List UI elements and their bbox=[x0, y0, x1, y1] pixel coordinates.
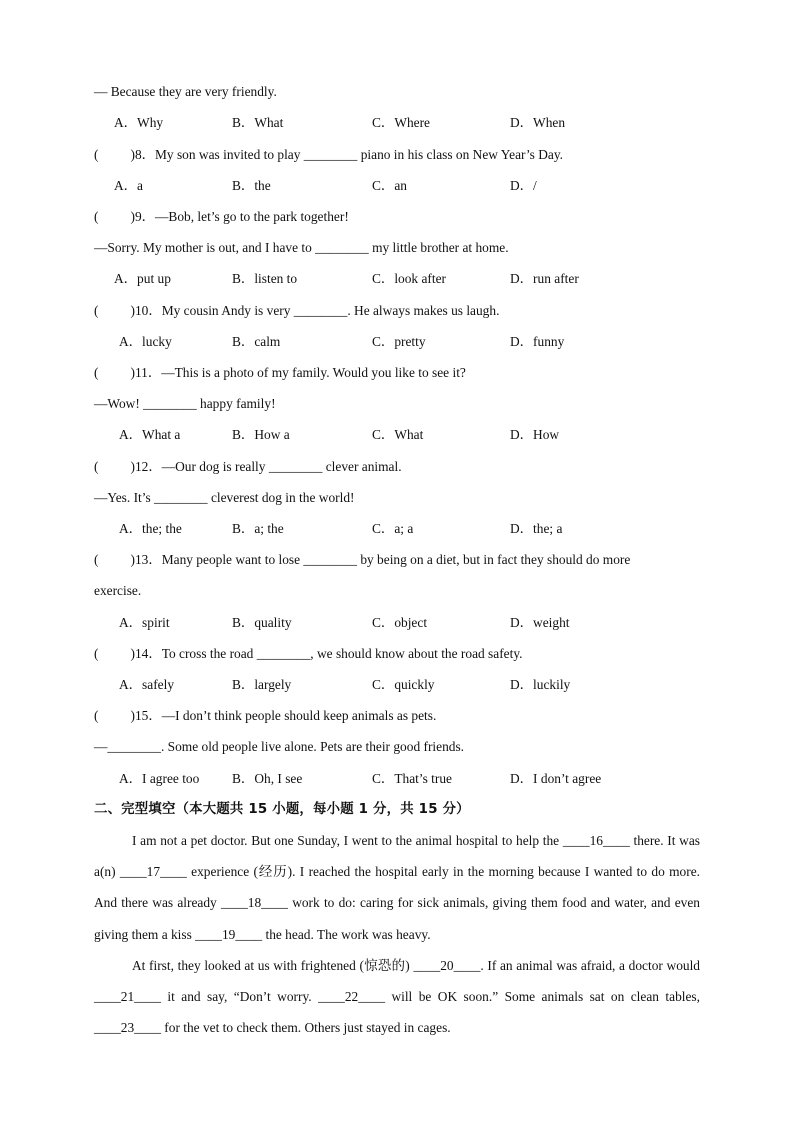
cloze-blank-22[interactable]: ____22____ bbox=[318, 989, 386, 1005]
cloze-text: will be OK soon.” Some animals sat on clean tables, bbox=[385, 989, 700, 1005]
q14-stem: 14．To cross the road ________, we should know about the road safety. bbox=[134, 646, 523, 661]
q8-stem-line bbox=[94, 146, 700, 164]
q11-option-b[interactable]: B．How a bbox=[232, 427, 290, 442]
q8-stem: 8．My son was invited to play ________ piano in his class on New Year’s Day. bbox=[134, 147, 564, 162]
answer-paren-open: ( bbox=[94, 459, 99, 474]
answer-paren-open: ( bbox=[94, 303, 99, 318]
q14-option-a[interactable]: A．safely bbox=[119, 677, 175, 692]
q12-option-d[interactable]: D．the; a bbox=[510, 521, 563, 536]
cloze-text: . If an animal was afraid, a doctor would bbox=[480, 958, 700, 973]
cloze-blank-18[interactable]: ____18____ bbox=[221, 895, 288, 911]
q14-option-b[interactable]: B．largely bbox=[232, 677, 292, 692]
q13-option-c[interactable]: C．object bbox=[372, 615, 428, 630]
answer-paren-close: ) bbox=[130, 459, 135, 474]
cloze-text: At first, they looked at us with frightened (惊恐的) bbox=[132, 958, 414, 973]
q7-option-c[interactable]: C．Where bbox=[372, 115, 431, 130]
cloze-text: the head. The work was heavy. bbox=[262, 926, 431, 942]
cloze-blank-20[interactable]: ____20____ bbox=[413, 958, 481, 973]
q12-reply: —Yes. It’s ________ cleverest dog in the world! bbox=[94, 490, 355, 505]
q15-option-b[interactable]: B．Oh, I see bbox=[232, 771, 303, 786]
q15-stem: 15．—I don’t think people should keep animals as pets. bbox=[134, 708, 437, 723]
cloze-text: I am not a pet doctor. But one Sunday, I went to the animal hospital to help the bbox=[132, 833, 563, 848]
q9-stem-line bbox=[94, 208, 700, 226]
q8-option-b[interactable]: B．the bbox=[232, 178, 271, 193]
q11-option-a[interactable]: A．What a bbox=[119, 427, 181, 442]
answer-paren-open: ( bbox=[94, 552, 99, 567]
cloze-paragraph-1 bbox=[94, 825, 700, 950]
q8-option-d[interactable]: D．/ bbox=[510, 178, 537, 193]
q9-option-c[interactable]: C．look after bbox=[372, 271, 447, 286]
answer-paren-open: ( bbox=[94, 147, 99, 162]
q7-option-b[interactable]: B．What bbox=[232, 115, 284, 130]
q11-reply: —Wow! ________ happy family! bbox=[94, 396, 276, 411]
q11-option-d[interactable]: D．How bbox=[510, 427, 560, 442]
q9-option-b[interactable]: B．listen to bbox=[232, 271, 298, 286]
q12-stem: 12．—Our dog is really ________ clever animal. bbox=[134, 459, 402, 474]
q7-answer-line: — Because they are very friendly. bbox=[94, 84, 277, 99]
answer-paren-close: ) bbox=[130, 552, 135, 567]
q12-option-a[interactable]: A．the; the bbox=[119, 521, 182, 536]
q10-option-a[interactable]: A．lucky bbox=[119, 334, 172, 349]
answer-paren-open: ( bbox=[94, 646, 99, 661]
q15-option-c[interactable]: C．That’s true bbox=[372, 771, 452, 786]
q13-option-a[interactable]: A．spirit bbox=[119, 615, 170, 630]
q10-option-d[interactable]: D．funny bbox=[510, 334, 565, 349]
q15-stem-line bbox=[94, 707, 700, 725]
q10-option-b[interactable]: B．calm bbox=[232, 334, 281, 349]
q15-option-d[interactable]: D．I don’t agree bbox=[510, 771, 602, 786]
q14-option-c[interactable]: C．quickly bbox=[372, 677, 435, 692]
q13-option-d[interactable]: D．weight bbox=[510, 615, 570, 630]
q8-option-a[interactable]: A．a bbox=[114, 178, 144, 193]
q13-option-b[interactable]: B．quality bbox=[232, 615, 292, 630]
q11-stem: 11．—This is a photo of my family. Would you like to see it? bbox=[134, 365, 466, 380]
q12-option-b[interactable]: B．a; the bbox=[232, 521, 284, 536]
q9-option-d[interactable]: D．run after bbox=[510, 271, 579, 286]
section2-heading: 二、完型填空（本大题共 15 小题，每小题 1 分，共 15 分） bbox=[94, 802, 470, 817]
answer-paren-close: ) bbox=[130, 365, 135, 380]
q14-stem-line bbox=[94, 645, 700, 663]
cloze-text: it and say, “Don’t worry. bbox=[160, 989, 319, 1005]
q13-stem: 13．Many people want to lose ________ by being on a diet, but in fact they should do more bbox=[134, 552, 631, 567]
answer-paren-open: ( bbox=[94, 209, 99, 224]
q13-stem-line bbox=[94, 551, 700, 569]
q9-reply: —Sorry. My mother is out, and I have to ________ my little brother at home. bbox=[94, 240, 509, 255]
answer-paren-close: ) bbox=[130, 303, 135, 318]
q10-stem-line bbox=[94, 302, 700, 320]
q7-option-d[interactable]: D．When bbox=[510, 115, 566, 130]
cloze-text: there. It was a(n) bbox=[94, 833, 700, 880]
cloze-blank-23[interactable]: ____23____ bbox=[94, 1020, 161, 1036]
q10-option-c[interactable]: C．pretty bbox=[372, 334, 426, 349]
q15-reply: —________. Some old people live alone. Pets are their good friends. bbox=[94, 739, 465, 754]
cloze-blank-21[interactable]: ____21____ bbox=[94, 989, 161, 1005]
answer-paren-close: ) bbox=[130, 646, 135, 661]
cloze-blank-16[interactable]: ____16____ bbox=[562, 833, 630, 848]
q11-option-c[interactable]: C．What bbox=[372, 427, 424, 442]
cloze-paragraph-2 bbox=[94, 950, 700, 1044]
answer-paren-open: ( bbox=[94, 708, 99, 723]
cloze-text: work to do: caring for sick animals, giving them food and water, and even giving them a kiss bbox=[94, 895, 700, 942]
cloze-text: for the vet to check them. Others just stayed in cages. bbox=[160, 1020, 451, 1036]
q13-stem-continued: exercise. bbox=[94, 583, 142, 598]
cloze-text: experience (经历). I reached the hospital early in the morning because I wanted to do more. And there was already bbox=[94, 864, 700, 911]
q14-option-d[interactable]: D．luckily bbox=[510, 677, 571, 692]
q12-option-c[interactable]: C．a; a bbox=[372, 521, 414, 536]
q15-option-a[interactable]: A．I agree too bbox=[119, 771, 200, 786]
q10-stem: 10．My cousin Andy is very ________. He always makes us laugh. bbox=[134, 303, 500, 318]
q9-option-a[interactable]: A．put up bbox=[114, 271, 171, 286]
q9-stem: 9．—Bob, let’s go to the park together! bbox=[134, 209, 349, 224]
cloze-blank-19[interactable]: ____19____ bbox=[195, 926, 263, 942]
answer-paren-open: ( bbox=[94, 365, 99, 380]
answer-paren-close: ) bbox=[130, 147, 135, 162]
answer-paren-close: ) bbox=[130, 708, 135, 723]
q11-stem-line bbox=[94, 364, 700, 382]
q7-option-a[interactable]: A．Why bbox=[114, 115, 164, 130]
answer-paren-close: ) bbox=[130, 209, 135, 224]
q12-stem-line bbox=[94, 458, 700, 476]
q8-option-c[interactable]: C．an bbox=[372, 178, 407, 193]
cloze-blank-17[interactable]: ____17____ bbox=[119, 864, 187, 880]
